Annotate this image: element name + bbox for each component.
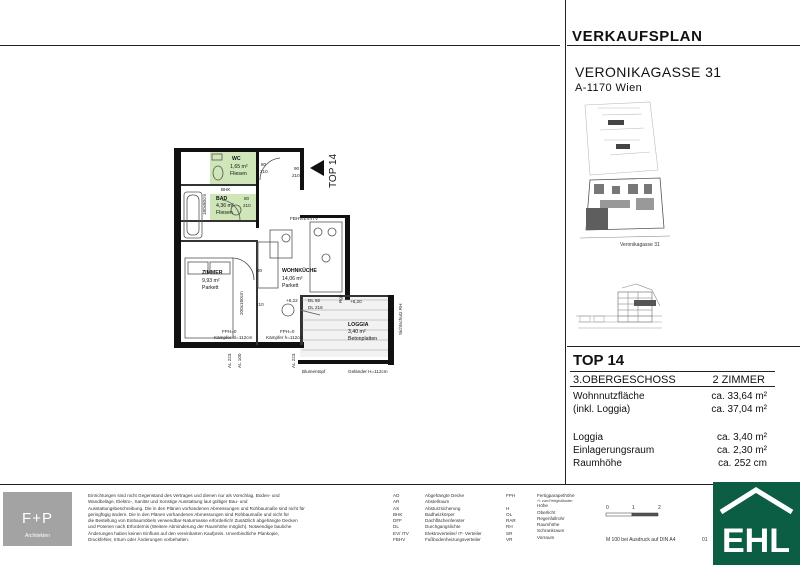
room-wc-area: 1,65 m² xyxy=(230,164,248,170)
bhk-label: BHK xyxy=(221,187,231,192)
legend-abbr: FBHV xyxy=(393,537,406,543)
kaempfer-label: Kämpfer hl=112cm xyxy=(214,335,253,340)
legend-abbr: DL xyxy=(393,524,399,530)
address-city: A-1170 Wien xyxy=(575,82,643,94)
room-zimmer-floor: Parkett xyxy=(202,285,219,291)
unit-rooms: 2 ZIMMER xyxy=(712,374,765,386)
legend-desc: Abstellraum xyxy=(425,499,450,505)
unit-row-label: Raumhöhe xyxy=(573,458,622,469)
room-wohnkueche-name: WOHNKÜCHE xyxy=(282,268,317,274)
legend-desc: Regenfallrohr xyxy=(537,515,565,521)
tub-size: 180x80cm xyxy=(202,193,207,215)
dl-label: DL 216 xyxy=(308,305,323,310)
railing-label: Geländer H=112cm xyxy=(348,369,388,374)
disclaimer-line: die Bestellung von Einbaumöbeln verwendbar-Naturmasse erforderlich! Zusätzlich abgehängte Decken xyxy=(88,518,298,524)
fph-label: FPH=0 xyxy=(222,329,237,334)
address-street: VERONIKAGASSE 31 xyxy=(575,64,722,80)
legend-abbr: EV/ ITV xyxy=(393,530,409,536)
site-plan-label: Veronikagasse 31 xyxy=(620,242,660,248)
rgp-label: Rgp xyxy=(338,294,343,303)
door-wc-height: 210 xyxy=(260,169,268,174)
room-wohnkueche-floor: Parkett xyxy=(282,283,299,289)
sichtschutz-label: Sichtschutz RH xyxy=(398,303,403,335)
unit-title: TOP 14 xyxy=(573,352,625,369)
legend-desc: Dachflächenfenster xyxy=(425,518,465,524)
unit-row-label: Loggia xyxy=(573,432,604,443)
plan-title: VERKAUFSPLAN xyxy=(572,28,703,45)
level-marker: +8,22 xyxy=(286,298,298,303)
door-wc-width: 80 xyxy=(261,162,267,167)
room-bad-floor: Fliesen xyxy=(216,210,233,216)
fph-label: FPH=0 xyxy=(280,329,295,334)
unit-floor-rule xyxy=(570,386,775,387)
scale-note: M 100 bei Ausdruck auf DIN A4 xyxy=(606,537,676,543)
legend-abbr: VR xyxy=(506,537,513,543)
scale-tick-label: 1 xyxy=(632,505,635,511)
al-label: AL 223 xyxy=(291,353,296,368)
scale-tick-label: 2 xyxy=(658,505,661,511)
plan-top-label: TOP 14 xyxy=(328,153,339,188)
unit-row-value: ca. 3,40 m² xyxy=(716,432,767,443)
architect-logo-mark: F+P xyxy=(22,510,53,527)
door-bad-width: 80 xyxy=(244,196,250,201)
room-bad-name: BAD xyxy=(216,196,228,202)
door-zimmer-width: 80 xyxy=(257,268,263,273)
legend-abbr: OL xyxy=(506,511,513,517)
disclaimer-line: und Poterien nach Erfordernis (Weitere Abminderung der Raumhöhe möglich). Notwendige bauliche xyxy=(88,524,292,530)
site-plan xyxy=(580,100,670,250)
legend-abbr: H xyxy=(506,505,510,511)
kaempfer-label: Kämpfer h=112cm xyxy=(266,335,304,340)
legend-desc: Schrankraum xyxy=(537,528,565,534)
unit-row-value: ca. 37,04 m² xyxy=(711,404,767,415)
legend-desc: Elektroverteiler/ IT- Verteiler xyxy=(425,530,482,536)
room-wohnkueche-area: 14,06 m² xyxy=(282,276,303,282)
legend-desc: Abgehängte Decke xyxy=(425,493,465,498)
site-section-rule xyxy=(567,346,800,347)
unit-title-rule xyxy=(570,371,775,372)
architect-logo xyxy=(3,492,72,546)
legend-abbr: FPH xyxy=(506,493,516,498)
header-right-rule xyxy=(567,45,800,46)
legend-fph-note: +/- zum Fertigfußboden xyxy=(537,499,573,504)
unit-floor: 3.OBERGESCHOSS xyxy=(573,374,676,386)
door-entry-width: 90 xyxy=(294,166,300,171)
legend-desc: Absturzsicherung xyxy=(425,505,461,511)
ehl-logo-text: EHL xyxy=(722,522,790,560)
door-zimmer-height: 210 xyxy=(256,302,264,307)
unit-row-label: Wohnnutzfläche xyxy=(573,391,645,402)
legend-desc: Badheizkörper xyxy=(425,511,455,517)
disclaimer xyxy=(88,493,338,543)
dl-label: DL 92 xyxy=(308,298,321,303)
house-icon xyxy=(713,482,800,565)
legend-abbr: SR xyxy=(506,530,513,536)
legend-desc: Höhe xyxy=(537,503,548,509)
al-label: AL 223 xyxy=(227,353,232,368)
legend-abbr: RAR xyxy=(506,518,516,524)
panel-divider xyxy=(565,0,566,484)
legend-desc: Raumhöhe xyxy=(537,522,560,528)
scale-suffix: 01 xyxy=(702,537,708,543)
scale-tick-label: 0 xyxy=(606,505,609,511)
legend-desc: Oberlicht xyxy=(537,509,556,515)
room-loggia-name: LOGGIA xyxy=(348,322,369,328)
legend-abbr: DFF xyxy=(393,518,402,524)
room-loggia-floor: Betonplatten xyxy=(348,336,378,342)
legend-desc-col1 xyxy=(425,493,505,543)
planter-label: Blumentopf xyxy=(302,369,326,374)
legend-abbr: AD xyxy=(393,493,400,498)
building-section xyxy=(574,280,664,340)
room-bad-area: 4,36 m² xyxy=(216,203,234,209)
disclaimer-line: Wandbeläge, Elektro-, Sanitär und Sonstige Ausstattung laut gültiger Bau- und xyxy=(88,499,248,505)
room-wc-floor: Fliesen xyxy=(230,171,247,177)
legend-abbr: RH xyxy=(506,524,513,530)
fbhv-label: FBHV/EV/ITV xyxy=(290,216,319,221)
al-label: AL 100 xyxy=(237,353,242,368)
unit-row-label: Einlagerungsraum xyxy=(573,445,655,456)
scale-bar xyxy=(605,512,665,517)
legend-desc: Fußbodenheizungsverteiler xyxy=(425,537,481,543)
room-zimmer-name: ZIMMER xyxy=(202,270,223,276)
legend-desc: Vorraum xyxy=(537,534,555,540)
legend-abbr-col1 xyxy=(393,493,418,543)
legend-desc: Durchgangslichte xyxy=(425,524,461,530)
level-marker: +8,20 xyxy=(350,299,362,304)
architect-logo-text: Architekten xyxy=(24,533,50,539)
unit-row-value: ca. 2,30 m² xyxy=(716,445,767,456)
legend-desc-col2 xyxy=(537,493,587,541)
header-top-rule xyxy=(0,45,560,46)
legend-abbr: AR xyxy=(393,499,400,505)
disclaimer-line: Ausstattungsbeschreibung. Die in den Plänen vorhandenen Abmessungen und Rohbaumaße sind nicht für xyxy=(88,505,305,511)
room-loggia-area: 3,40 m² xyxy=(348,329,366,335)
disclaimer-line: Einrichtungen sind nicht Gegenstand des Vertrages und dienen nur als Vorschlag. Boden- und xyxy=(88,493,280,498)
disclaimer-line: geringfügig ändern. Die in den Plänen vorhandenen Abmessungen sind Rohbaumaße und nicht für xyxy=(88,511,289,517)
legend-abbr: AS xyxy=(393,505,400,511)
door-entry-height: 210 xyxy=(292,173,300,178)
unit-row-label: (inkl. Loggia) xyxy=(573,404,631,415)
legend-abbr: BHK xyxy=(393,511,403,517)
room-wc-name: WC xyxy=(232,156,241,162)
footer-rule xyxy=(0,484,800,485)
bed-size: 200x180cm xyxy=(239,291,244,315)
disclaimer-line: Änderungen haben keinen Einfluss auf den vereinbarten Kaufpreis. Unverbindliche Plankopie, xyxy=(88,530,280,536)
floor-plan xyxy=(160,140,410,380)
ehl-logo xyxy=(713,482,800,565)
room-zimmer-area: 9,93 m² xyxy=(202,278,220,284)
legend-desc: Fertigparapethöhe xyxy=(537,493,575,498)
unit-row-value: ca. 252 cm xyxy=(718,458,767,469)
disclaimer-line: Druckfehler, Irrtum oder Änderungen vorbehalten. xyxy=(88,537,190,543)
unit-row-value: ca. 33,64 m² xyxy=(711,391,767,402)
legend-abbr-col2 xyxy=(506,493,526,543)
door-bad-height: 210 xyxy=(243,203,251,208)
